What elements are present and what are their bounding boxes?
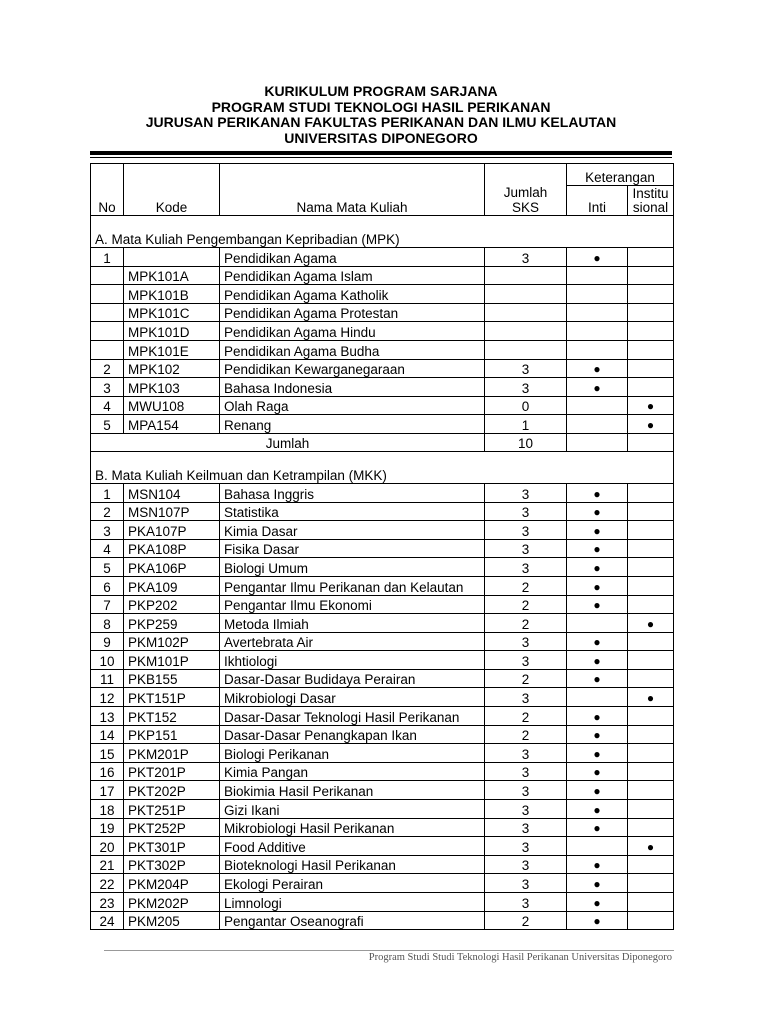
course-number: 16 (91, 762, 124, 781)
course-code: PKM205 (124, 911, 220, 930)
course-code: MPK101B (124, 285, 220, 304)
inti-cell (567, 651, 628, 670)
table-row (91, 322, 674, 341)
table-row (91, 502, 674, 521)
course-code: PKT302P (124, 855, 220, 874)
institusional-cell (628, 248, 674, 267)
inti-cell (567, 539, 628, 558)
table-row (91, 800, 674, 819)
course-sks: 2 (485, 576, 567, 595)
table-row (91, 483, 674, 502)
course-sks: 3 (485, 502, 567, 521)
table-row (91, 595, 674, 614)
inti-mark-icon: ● (593, 858, 601, 873)
inti-cell (567, 762, 628, 781)
institusional-cell (628, 893, 674, 912)
course-name: Ikhtiologi (220, 651, 485, 670)
table-row (91, 669, 674, 688)
course-name: Pendidikan Agama Protestan (220, 303, 485, 322)
header-divider-thick (90, 151, 672, 155)
inti-cell (567, 800, 628, 819)
col-sks-header: Jumlah SKS (485, 164, 567, 216)
inti-cell (567, 378, 628, 397)
course-number: 15 (91, 744, 124, 763)
inti-mark-icon: ● (593, 362, 601, 377)
table-row (91, 744, 674, 763)
course-number: 2 (91, 359, 124, 378)
course-name: Pendidikan Agama Islam (220, 266, 485, 285)
course-code: PKM201P (124, 744, 220, 763)
institusional-cell (628, 911, 674, 930)
institusional-cell (628, 266, 674, 285)
course-code: PKB155 (124, 669, 220, 688)
inti-cell (567, 837, 628, 856)
course-sks: 3 (485, 855, 567, 874)
course-number: 21 (91, 855, 124, 874)
course-name: Fisika Dasar (220, 539, 485, 558)
course-code: MSN107P (124, 502, 220, 521)
inti-cell (567, 688, 628, 707)
institusional-cell (628, 359, 674, 378)
course-name: Pendidikan Agama (220, 248, 485, 267)
inti-mark-icon: ● (593, 914, 601, 929)
inti-cell (567, 322, 628, 341)
course-number: 4 (91, 539, 124, 558)
course-number (91, 285, 124, 304)
institusional-cell (628, 576, 674, 595)
inti-cell (567, 248, 628, 267)
course-number: 19 (91, 818, 124, 837)
total-inst-cell (628, 433, 674, 451)
course-sks: 3 (485, 378, 567, 397)
institusional-cell (628, 502, 674, 521)
inti-mark-icon: ● (593, 746, 601, 761)
course-sks: 3 (485, 248, 567, 267)
inti-mark-icon: ● (593, 709, 601, 724)
course-code: PKT251P (124, 800, 220, 819)
course-code: PKT201P (124, 762, 220, 781)
col-institusional-header: Institu sional (628, 186, 674, 216)
course-sks: 3 (485, 483, 567, 502)
course-code: PKM202P (124, 893, 220, 912)
course-sks: 3 (485, 762, 567, 781)
institusional-cell (628, 303, 674, 322)
inti-cell (567, 893, 628, 912)
table-row (91, 576, 674, 595)
institusional-cell (628, 874, 674, 893)
course-name: Olah Raga (220, 396, 485, 415)
curriculum-table (90, 163, 674, 930)
table-row (91, 837, 674, 856)
course-number: 3 (91, 521, 124, 540)
table-row (91, 874, 674, 893)
course-sks: 2 (485, 911, 567, 930)
course-number: 2 (91, 502, 124, 521)
course-code: MPK101C (124, 303, 220, 322)
course-number (91, 303, 124, 322)
section-a-total-row (91, 433, 674, 451)
course-name: Metoda Ilmiah (220, 614, 485, 633)
institusional-cell (628, 539, 674, 558)
course-sks: 3 (485, 800, 567, 819)
total-value: 10 (485, 433, 567, 451)
section-b-title: B. Mata Kuliah Keilmuan dan Ketrampilan (MKK) (91, 451, 674, 483)
course-name: Mikrobiologi Hasil Perikanan (220, 818, 485, 837)
institusional-cell (628, 837, 674, 856)
course-code: PKT151P (124, 688, 220, 707)
table-row (91, 893, 674, 912)
col-nama-header: Nama Mata Kuliah (220, 164, 485, 216)
course-name: Avertebrata Air (220, 632, 485, 651)
course-sks: 3 (485, 874, 567, 893)
institusional-cell (628, 521, 674, 540)
course-number (91, 340, 124, 359)
course-name: Dasar-Dasar Penangkapan Ikan (220, 725, 485, 744)
table-row (91, 762, 674, 781)
inti-cell (567, 595, 628, 614)
course-sks: 3 (485, 539, 567, 558)
table-row (91, 707, 674, 726)
course-sks: 2 (485, 595, 567, 614)
inti-mark-icon: ● (593, 523, 601, 538)
course-name: Biologi Perikanan (220, 744, 485, 763)
section-b-heading (91, 451, 674, 483)
inti-mark-icon: ● (593, 728, 601, 743)
page-footer: Program Studi Studi Teknologi Hasil Perikanan Universitas Diponegoro (368, 952, 672, 963)
table-row (91, 911, 674, 930)
institusional-cell (628, 669, 674, 688)
table-row (91, 378, 674, 397)
institusional-cell (628, 688, 674, 707)
inti-cell (567, 855, 628, 874)
table-row (91, 248, 674, 267)
course-code: PKT202P (124, 781, 220, 800)
table-row (91, 651, 674, 670)
course-sks (485, 285, 567, 304)
course-number: 11 (91, 669, 124, 688)
institusional-cell (628, 396, 674, 415)
course-code: PKT152 (124, 707, 220, 726)
course-sks (485, 340, 567, 359)
inti-mark-icon: ● (593, 802, 601, 817)
course-name: Kimia Pangan (220, 762, 485, 781)
course-sks: 3 (485, 359, 567, 378)
course-name: Biologi Umum (220, 558, 485, 577)
inti-cell (567, 632, 628, 651)
inti-cell (567, 521, 628, 540)
table-row (91, 688, 674, 707)
total-label: Jumlah (91, 433, 485, 451)
course-name: Biokimia Hasil Perikanan (220, 781, 485, 800)
course-number: 8 (91, 614, 124, 633)
course-code: PKA107P (124, 521, 220, 540)
section-a-heading (91, 216, 674, 248)
institusional-mark-icon: ● (646, 839, 655, 854)
course-code: MSN104 (124, 483, 220, 502)
inti-mark-icon: ● (593, 653, 601, 668)
course-name: Dasar-Dasar Budidaya Perairan (220, 669, 485, 688)
institusional-cell (628, 614, 674, 633)
inti-cell (567, 744, 628, 763)
institusional-cell (628, 725, 674, 744)
course-number (91, 266, 124, 285)
course-code: PKP259 (124, 614, 220, 633)
institusional-mark-icon: ● (646, 616, 655, 631)
course-number: 12 (91, 688, 124, 707)
institusional-cell (628, 340, 674, 359)
course-name: Bahasa Indonesia (220, 378, 485, 397)
course-sks: 3 (485, 837, 567, 856)
course-sks: 3 (485, 558, 567, 577)
total-inti-cell (567, 433, 628, 451)
course-number (91, 322, 124, 341)
table-row (91, 303, 674, 322)
course-code: PKA108P (124, 539, 220, 558)
course-number: 20 (91, 837, 124, 856)
col-kode-header: Kode (124, 164, 220, 216)
inti-cell (567, 266, 628, 285)
institusional-cell (628, 595, 674, 614)
inti-mark-icon: ● (593, 380, 601, 395)
course-number: 4 (91, 396, 124, 415)
course-code: PKM102P (124, 632, 220, 651)
institusional-cell (628, 483, 674, 502)
course-name: Statistika (220, 502, 485, 521)
institusional-cell (628, 378, 674, 397)
inti-cell (567, 725, 628, 744)
course-name: Pendidikan Kewarganegaraan (220, 359, 485, 378)
course-number: 1 (91, 483, 124, 502)
course-number: 22 (91, 874, 124, 893)
course-sks: 3 (485, 818, 567, 837)
document-header (90, 84, 672, 146)
header-line-2: PROGRAM STUDI TEKNOLOGI HASIL PERIKANAN (211, 98, 551, 115)
course-name: Limnologi (220, 893, 485, 912)
section-a-title: A. Mata Kuliah Pengembangan Kepribadian (MPK) (91, 216, 674, 248)
table-row (91, 614, 674, 633)
institusional-mark-icon: ● (646, 399, 655, 414)
course-sks: 3 (485, 688, 567, 707)
course-code (124, 248, 220, 267)
institusional-mark-icon: ● (646, 691, 655, 706)
inti-mark-icon: ● (593, 250, 601, 265)
course-name: Mikrobiologi Dasar (220, 688, 485, 707)
inti-mark-icon: ● (593, 895, 601, 910)
inti-cell (567, 576, 628, 595)
table-row (91, 396, 674, 415)
inti-mark-icon: ● (593, 635, 601, 650)
header-line-3: JURUSAN PERIKANAN FAKULTAS PERIKANAN DAN ILMU KELAUTAN (145, 114, 617, 130)
inti-cell (567, 359, 628, 378)
header-line-1: KURIKULUM PROGRAM SARJANA (264, 83, 498, 99)
inti-cell (567, 396, 628, 415)
institusional-cell (628, 651, 674, 670)
institusional-mark-icon: ● (646, 417, 655, 432)
course-code: MPA154 (124, 415, 220, 434)
institusional-cell (628, 762, 674, 781)
inti-mark-icon: ● (593, 877, 601, 891)
inti-cell (567, 483, 628, 502)
institusional-cell (628, 781, 674, 800)
inti-mark-icon: ● (593, 784, 601, 799)
course-sks: 3 (485, 893, 567, 912)
inti-cell (567, 415, 628, 434)
course-sks: 2 (485, 614, 567, 633)
course-sks: 0 (485, 396, 567, 415)
inti-cell (567, 303, 628, 322)
course-code: PKT252P (124, 818, 220, 837)
col-no-header: No (91, 164, 124, 216)
header-line-4: UNIVERSITAS DIPONEGORO (284, 129, 478, 146)
table-row (91, 266, 674, 285)
course-code: PKM204P (124, 874, 220, 893)
col-inti-header: Inti (567, 186, 628, 216)
inti-mark-icon: ● (593, 821, 601, 836)
inti-cell (567, 340, 628, 359)
course-code: MPK101E (124, 340, 220, 359)
course-name: Bioteknologi Hasil Perikanan (220, 855, 485, 874)
course-number: 24 (91, 911, 124, 930)
inti-mark-icon: ● (593, 560, 601, 575)
course-name: Pengantar Ilmu Perikanan dan Kelautan (220, 576, 485, 595)
course-code: PKA106P (124, 558, 220, 577)
course-code: MPK102 (124, 359, 220, 378)
institusional-cell (628, 632, 674, 651)
course-number: 3 (91, 378, 124, 397)
course-name: Pendidikan Agama Hindu (220, 322, 485, 341)
inti-mark-icon: ● (593, 579, 601, 594)
inti-mark-icon: ● (593, 542, 601, 557)
course-code: MPK101D (124, 322, 220, 341)
course-sks: 3 (485, 521, 567, 540)
table-row (91, 359, 674, 378)
table-row (91, 521, 674, 540)
course-number: 23 (91, 893, 124, 912)
course-code: PKP151 (124, 725, 220, 744)
inti-cell (567, 707, 628, 726)
course-code: MWU108 (124, 396, 220, 415)
table-row (91, 632, 674, 651)
course-sks (485, 266, 567, 285)
course-name: Kimia Dasar (220, 521, 485, 540)
table-row (91, 285, 674, 304)
course-number: 14 (91, 725, 124, 744)
table-row (91, 340, 674, 359)
course-name: Pengantar Ilmu Ekonomi (220, 595, 485, 614)
table-header-row-1 (91, 164, 674, 186)
institusional-cell (628, 558, 674, 577)
course-number: 10 (91, 651, 124, 670)
institusional-cell (628, 744, 674, 763)
course-sks: 3 (485, 632, 567, 651)
footer-divider (104, 950, 674, 951)
course-sks (485, 303, 567, 322)
institusional-cell (628, 855, 674, 874)
inti-cell (567, 669, 628, 688)
course-number: 7 (91, 595, 124, 614)
col-keterangan-header: Keterangan (567, 164, 674, 186)
institusional-cell (628, 322, 674, 341)
inti-mark-icon: ● (593, 765, 601, 780)
course-number: 18 (91, 800, 124, 819)
course-number: 1 (91, 248, 124, 267)
course-name: Bahasa Inggris (220, 483, 485, 502)
inti-cell (567, 874, 628, 893)
table-row (91, 415, 674, 434)
inti-cell (567, 614, 628, 633)
course-code: PKM101P (124, 651, 220, 670)
course-sks: 1 (485, 415, 567, 434)
course-sks: 3 (485, 744, 567, 763)
course-number: 6 (91, 576, 124, 595)
inti-mark-icon: ● (593, 598, 601, 613)
table-row (91, 781, 674, 800)
course-name: Pengantar Oseanografi (220, 911, 485, 930)
institusional-cell (628, 800, 674, 819)
institusional-cell (628, 285, 674, 304)
course-name: Gizi Ikani (220, 800, 485, 819)
table-row (91, 725, 674, 744)
course-sks: 3 (485, 781, 567, 800)
course-code: PKA109 (124, 576, 220, 595)
course-name: Dasar-Dasar Teknologi Hasil Perikanan (220, 707, 485, 726)
header-divider-thin (90, 157, 672, 158)
table-row (91, 539, 674, 558)
course-number: 5 (91, 415, 124, 434)
course-name: Food Additive (220, 837, 485, 856)
course-name: Ekologi Perairan (220, 874, 485, 893)
course-name: Renang (220, 415, 485, 434)
course-name: Pendidikan Agama Katholik (220, 285, 485, 304)
course-name: Pendidikan Agama Budha (220, 340, 485, 359)
table-row (91, 558, 674, 577)
inti-mark-icon: ● (593, 486, 601, 501)
institusional-cell (628, 707, 674, 726)
course-code: MPK103 (124, 378, 220, 397)
inti-mark-icon: ● (593, 672, 601, 687)
course-code: MPK101A (124, 266, 220, 285)
course-number: 13 (91, 707, 124, 726)
inti-cell (567, 818, 628, 837)
course-sks: 3 (485, 651, 567, 670)
course-sks: 2 (485, 669, 567, 688)
inti-cell (567, 911, 628, 930)
course-number: 5 (91, 558, 124, 577)
course-number: 9 (91, 632, 124, 651)
inti-cell (567, 502, 628, 521)
table-row (91, 818, 674, 837)
course-sks: 2 (485, 725, 567, 744)
inti-mark-icon: ● (593, 505, 601, 520)
course-sks (485, 322, 567, 341)
institusional-cell (628, 818, 674, 837)
course-code: PKP202 (124, 595, 220, 614)
inti-cell (567, 558, 628, 577)
inti-cell (567, 285, 628, 304)
course-code: PKT301P (124, 837, 220, 856)
inti-cell (567, 781, 628, 800)
table-row (91, 855, 674, 874)
institusional-cell (628, 415, 674, 434)
course-number: 17 (91, 781, 124, 800)
course-sks: 2 (485, 707, 567, 726)
